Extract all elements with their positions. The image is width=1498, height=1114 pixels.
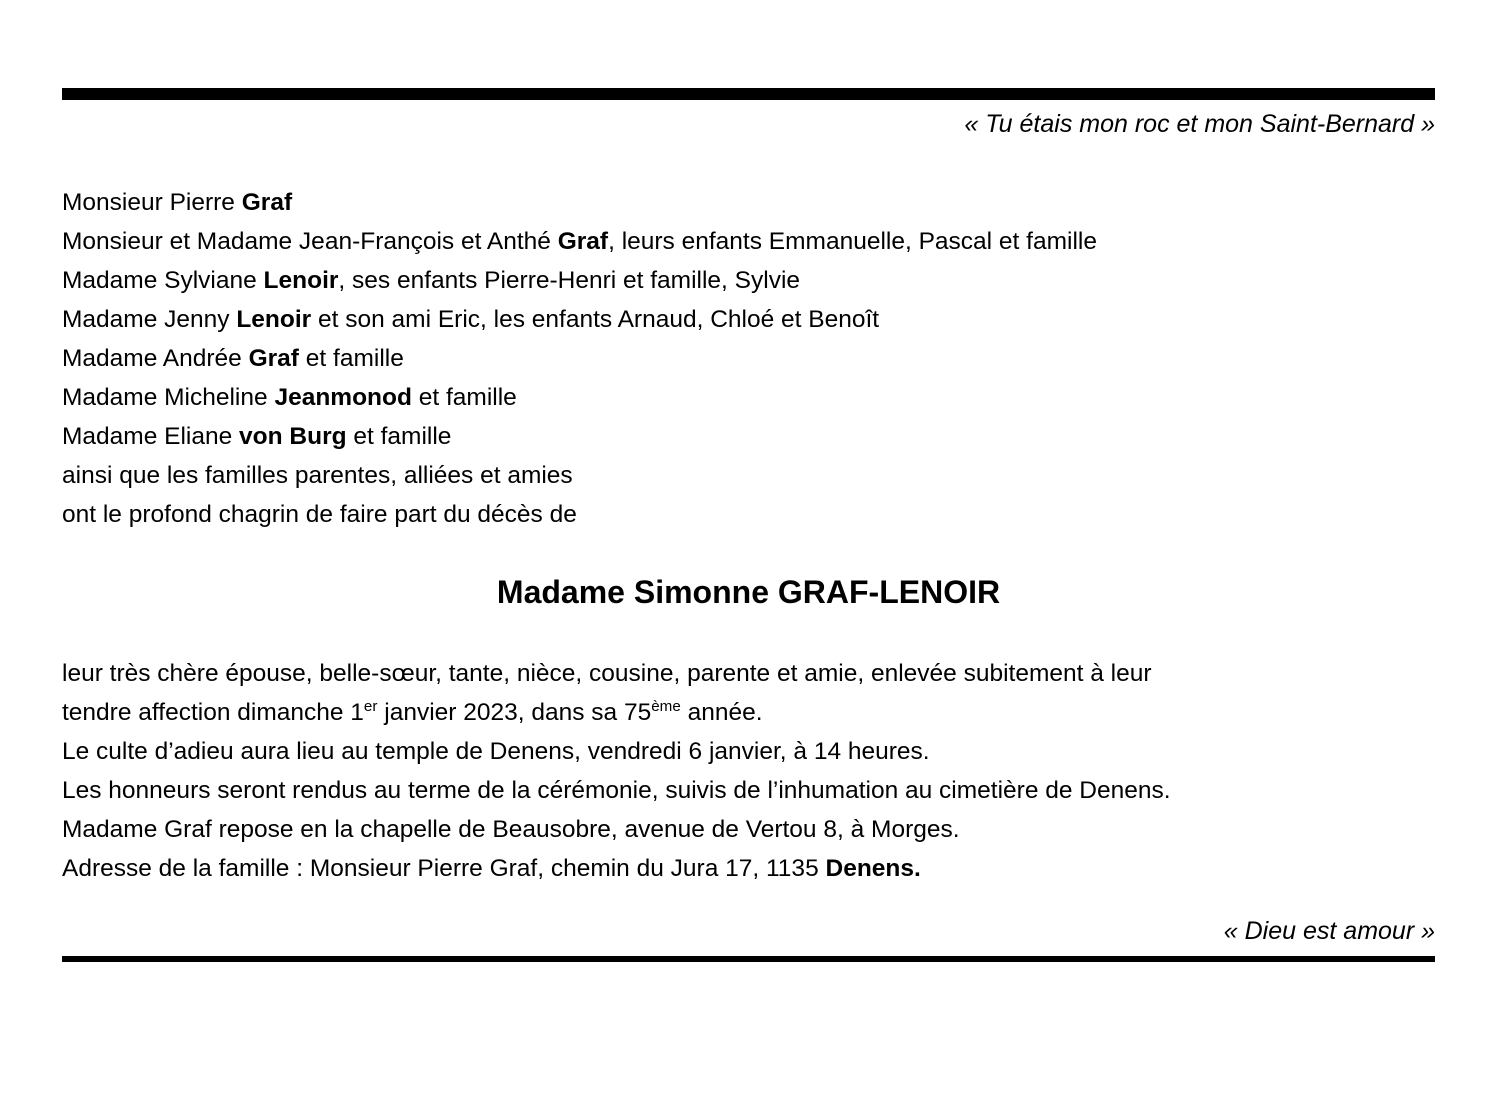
mourner-surname: Graf (248, 345, 299, 372)
mourner-surname: Graf (241, 189, 293, 216)
mourners-list (62, 183, 1435, 534)
mourner-surname: Lenoir (236, 306, 312, 333)
mourner-surname: Lenoir (263, 267, 339, 294)
mourner-line-text: et famille (346, 423, 452, 450)
mourner-line-text: et son ami Eric, les enfants Arnaud, Chloé et Benoît (311, 306, 880, 333)
closing-quote: « Dieu est amour » (1223, 917, 1435, 945)
body-text: janvier 2023, dans sa 75 (377, 699, 652, 726)
mourner-line-text: , leurs enfants Emmanuelle, Pascal et famille (608, 228, 1097, 255)
mourners-closing-line (62, 456, 1435, 495)
body-line-service: Le culte d’adieu aura lieu au temple de Denens, vendredi 6 janvier, à 14 heures. (62, 738, 930, 765)
obituary-page (0, 88, 1498, 1114)
mourner-line-text: Monsieur Pierre (62, 189, 242, 216)
mourner-line-text: Monsieur et Madame Jean-François et Anthé (62, 228, 558, 255)
mourner-surname: von Burg (239, 423, 347, 450)
mourner-line-text: et famille (411, 384, 517, 411)
body-line-honors: Les honneurs seront rendus au terme de la cérémonie, suivis de l’inhumation au cimetière de Denens. (62, 777, 1171, 804)
ordinal-superscript: er (363, 697, 378, 715)
top-divider-rule (62, 88, 1435, 100)
mourner-line-text: Madame Eliane (62, 423, 240, 450)
announcement-body (62, 654, 1435, 888)
mourner-line-text: , ses enfants Pierre-Henri et famille, Sylvie (338, 267, 801, 294)
epigraph-quote: « Tu étais mon roc et mon Saint-Bernard » (964, 110, 1435, 138)
mourner-line-text: Madame Sylviane (62, 267, 264, 294)
mourner-line (62, 222, 1435, 261)
mourner-line-text: Madame Andrée (62, 345, 249, 372)
body-line-address (62, 849, 1435, 888)
mourner-surname: Jeanmonod (274, 384, 412, 411)
deceased-name: Madame Simonne GRAF-LENOIR (496, 574, 1001, 610)
mourner-line-text: et famille (298, 345, 404, 372)
mourner-line-text: Madame Jenny (62, 306, 237, 333)
mourner-line (62, 183, 1435, 222)
body-line-relations: leur très chère épouse, belle-sœur, tante, nièce, cousine, parente et amie, enlevée subitement à leur (62, 660, 1152, 687)
body-line-chapel: Madame Graf repose en la chapelle de Beausobre, avenue de Vertou 8, à Morges. (62, 816, 960, 843)
mourner-line (62, 339, 1435, 378)
mourner-line (62, 417, 1435, 456)
mourner-line (62, 378, 1435, 417)
body-text: tendre affection dimanche 1 (62, 699, 364, 726)
ordinal-superscript: ème (651, 697, 681, 715)
mourner-line (62, 300, 1435, 339)
bottom-divider-rule (62, 956, 1435, 962)
mourner-line-text: ont le profond chagrin de faire part du décès de (62, 501, 577, 528)
address-town: Denens. (825, 855, 921, 882)
announcement-line (62, 495, 1435, 534)
mourner-surname: Graf (557, 228, 609, 255)
mourner-line-text: Madame Micheline (62, 384, 275, 411)
body-text: année. (680, 699, 763, 726)
body-line-date (62, 693, 1435, 732)
mourner-line-text: ainsi que les familles parentes, alliées et amies (62, 462, 573, 489)
body-text: Adresse de la famille : Monsieur Pierre Graf, chemin du Jura 17, 1135 (62, 855, 826, 882)
mourner-line (62, 261, 1435, 300)
